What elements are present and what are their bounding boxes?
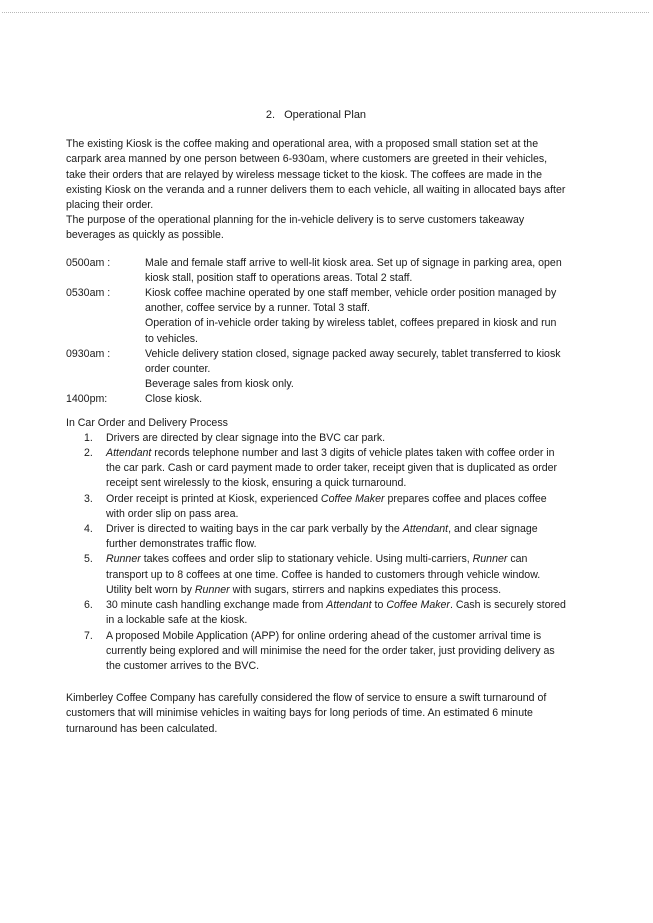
step-text-segment: takes coffees and order slip to stationary vehicle. Using multi-carriers, (140, 553, 473, 566)
step-number: 5. (84, 553, 93, 566)
schedule-line: Kiosk coffee machine operated by one staff member, vehicle order position managed by another, coffee service by a runner. Total 3 staff. (145, 287, 557, 315)
step-text-segment: , and clear signage further demonstrates traffic flow. (106, 523, 538, 551)
process-steps-list (66, 431, 566, 674)
intro-paragraph: The existing Kiosk is the coffee making and operational area, with a proposed small station set at the carpark area manned by one person between 6-930am, where customers are greeted in their vehicles, take their orders that are relayed by wireless message ticket to the kiosk. The coffees are made in the existing Kiosk on the veranda and a runner delivers them to each vehicle, all waiting in allocated bays after placing their order. (66, 138, 566, 212)
step-text-segment: Drivers are directed by clear signage into the BVC car park. (106, 431, 386, 444)
step-number: 6. (84, 599, 93, 612)
schedule-time: 0500am : (66, 256, 111, 269)
step-role-term: Runner (106, 553, 141, 566)
schedule-time: 0530am : (66, 287, 111, 300)
step-role-term: Attendant (326, 599, 372, 612)
schedule-description (145, 347, 566, 393)
step-role-term: Attendant (402, 523, 449, 536)
step-text-segment: can transport up to 8 coffees at one time. Coffee is handed to customers through vehicle window. Utility belt worn by (106, 553, 541, 596)
step-number: 2. (84, 447, 93, 460)
schedule-row (66, 347, 566, 393)
step-number: 7. (84, 629, 93, 642)
step-text (106, 552, 566, 598)
process-step (84, 629, 566, 675)
schedule-line: Male and female staff arrive to well-lit kiosk area. Set up of signage in parking area, open kiosk stall, position staff to operations areas. Total 2 staff. (145, 256, 562, 284)
step-text-segment: to (371, 599, 387, 612)
schedule-line: Close kiosk. (145, 393, 203, 406)
schedule-description (145, 256, 566, 286)
schedule-line: Beverage sales from kiosk only. (145, 378, 294, 391)
purpose-paragraph: The purpose of the operational planning for the in-vehicle delivery is to serve customers takeaway beverages as quickly as possible. (66, 214, 525, 242)
document-page (66, 108, 566, 737)
section-number: 2. (265, 109, 276, 121)
scan-top-border (2, 12, 649, 13)
step-role-term: Runner (472, 553, 508, 566)
schedule-time: 0930am : (66, 347, 111, 360)
step-role-term: Attendant (106, 447, 152, 460)
step-text-segment: 30 minute cash handling exchange made from (106, 599, 327, 612)
step-text-segment: Order receipt is printed at Kiosk, experienced (106, 492, 321, 505)
process-step (84, 522, 566, 552)
step-number: 4. (84, 523, 93, 536)
step-text-segment: prepares coffee and places coffee with order slip on pass area. (106, 492, 547, 520)
step-text-segment: Driver is directed to waiting bays in the car park verbally by the (106, 523, 403, 536)
schedule-row (66, 286, 566, 347)
step-text-segment: records telephone number and last 3 digits of vehicle plates taken with coffee order in the car park. Cash or card payment made to order taker, receipt given that is duplicated as order receipt sent wirelessly to the kiosk, ensuring a quick turnaround. (106, 447, 558, 490)
step-text-segment: A proposed Mobile Application (APP) for online ordering ahead of the customer arrival time is currently being explored and will minimise the need for the order taker, just providing delivery as the customer arrives to the BVC. (106, 629, 555, 672)
step-role-term: Coffee Maker (320, 492, 385, 505)
step-number: 3. (84, 492, 93, 505)
schedule-description (145, 392, 566, 407)
section-heading (66, 108, 566, 123)
step-text (106, 598, 566, 628)
step-role-term: Coffee Maker (386, 599, 450, 612)
step-text-segment: with sugars, stirrers and napkins expediates this process. (229, 583, 502, 596)
process-step (84, 552, 566, 598)
process-step (84, 446, 566, 492)
process-title: In Car Order and Delivery Process (66, 416, 228, 429)
closing-paragraph: Kimberley Coffee Company has carefully considered the flow of service to ensure a swift turnaround of customers that will minimise vehicles in waiting bays for long periods of time. An estimated 6 minute turnaround has been calculated. (66, 692, 547, 735)
process-step (84, 431, 566, 446)
schedule-line: Operation of in-vehicle order taking by wireless tablet, coffees prepared in kiosk and run to vehicles. (145, 317, 557, 345)
schedule-description (145, 286, 566, 347)
process-step (84, 492, 566, 522)
section-title: Operational Plan (284, 109, 367, 121)
step-role-term: Runner (194, 583, 230, 596)
step-text (106, 431, 566, 446)
schedule-row (66, 256, 566, 286)
schedule-row (66, 392, 566, 407)
step-text (106, 446, 566, 492)
schedule-time: 1400pm: (66, 393, 108, 406)
step-text (106, 629, 566, 675)
schedule-line: Vehicle delivery station closed, signage packed away securely, tablet transferred to kiosk order counter. (145, 347, 561, 376)
step-text-segment: . Cash is securely stored in a lockable safe at the kiosk. (106, 599, 566, 627)
step-number: 1. (84, 431, 93, 444)
schedule-table (66, 256, 566, 408)
step-text (106, 492, 566, 522)
process-step (84, 598, 566, 628)
step-text (106, 522, 566, 552)
